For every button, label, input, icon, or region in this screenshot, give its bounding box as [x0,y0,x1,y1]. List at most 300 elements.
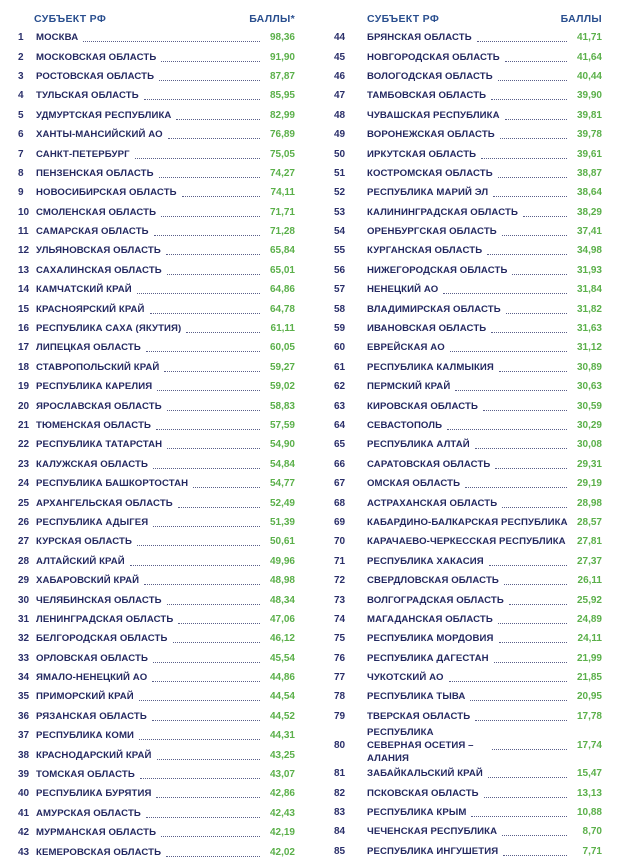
ranking-row [18,86,295,105]
rank-number: 4 [18,90,24,102]
ranking-row [18,745,295,764]
region-name: КАРАЧАЕВО-ЧЕРКЕССКАЯ РЕСПУБЛИКА [367,536,566,548]
rank-number: 63 [334,400,346,412]
rank-number: 76 [334,652,346,664]
region-name: УЛЬЯНОВСКАЯ ОБЛАСТЬ [36,245,161,257]
score-value: 42,02 [269,846,295,858]
dot-leader [512,268,567,275]
score-value: 50,61 [269,536,295,548]
dot-leader [504,578,567,585]
region-name-cell [367,517,570,528]
ranking-row [334,474,602,493]
region-name-cell [36,420,263,431]
region-name-cell [367,381,570,392]
score-value: 45,54 [269,652,295,664]
dot-leader [152,714,260,721]
rank-number: 11 [18,226,29,238]
score-value: 29,19 [576,478,602,490]
score-value: 42,19 [269,827,295,839]
region-name-cell [367,556,570,567]
dot-leader [484,791,567,798]
rank-number: 28 [18,555,30,567]
dot-leader [502,229,567,236]
region-name-cell [36,653,263,664]
rank-number: 80 [334,739,346,751]
rank-number: 6 [18,129,24,141]
region-name-cell [367,362,570,373]
region-name: РЕСПУБЛИКА САХА (ЯКУТИЯ) [36,323,182,335]
region-name: НОВОСИБИРСКАЯ ОБЛАСТЬ [36,187,177,199]
region-name: ИВАНОВСКАЯ ОБЛАСТЬ [367,323,487,335]
rank-number: 39 [18,769,30,781]
region-name: РЕСПУБЛИКА БУРЯТИЯ [36,788,152,800]
region-name-cell [367,653,570,664]
rank-number: 47 [334,90,346,102]
dot-leader [450,345,567,352]
region-name-cell [36,323,263,334]
rank-number: 82 [334,787,346,799]
score-value: 54,90 [269,439,295,451]
score-value: 24,89 [576,613,602,625]
ranking-row [18,513,295,532]
ranking-row [334,783,602,802]
rank-number: 52 [334,187,346,199]
score-value: 15,47 [576,768,602,780]
region-name-cell [367,691,570,702]
score-value: 65,01 [269,264,295,276]
score-value: 30,89 [576,361,602,373]
ranking-row [18,47,295,66]
rank-number: 85 [334,845,346,857]
region-name-cell [367,71,570,82]
dot-leader [509,598,567,605]
ranking-column-right [334,0,602,861]
rank-number: 58 [334,303,346,315]
region-name: САНКТ-ПЕТЕРБУРГ [36,148,130,160]
score-value: 54,77 [269,478,295,490]
region-name-cell [367,420,570,431]
region-name-cell [36,595,263,606]
region-name-cell [36,52,263,63]
ranking-row [18,241,295,260]
dot-leader [130,559,260,566]
region-name: КИРОВСКАЯ ОБЛАСТЬ [367,400,479,412]
dot-leader [156,423,260,430]
region-name-cell [36,517,263,528]
score-value: 98,36 [269,32,295,44]
rank-number: 77 [334,672,346,684]
ranking-row [334,513,602,532]
score-value: 82,99 [269,109,295,121]
ranking-row [334,629,602,648]
dot-leader [144,578,260,585]
rank-number: 57 [334,284,346,296]
ranking-row [334,338,602,357]
region-name: КОСТРОМСКАЯ ОБЛАСТЬ [367,167,493,179]
score-value: 87,87 [269,70,295,82]
region-name-cell [36,226,263,237]
dot-leader [161,830,260,837]
region-name: МОСКОВСКАЯ ОБЛАСТЬ [36,51,157,63]
score-value: 39,61 [576,148,602,160]
region-name: НЕНЕЦКИЙ АО [367,284,439,296]
ranking-row [18,183,295,202]
region-name-cell [367,807,570,818]
region-name-cell [36,342,263,353]
region-name: РЕСПУБЛИКА КАЛМЫКИЯ [367,361,494,373]
rank-number: 27 [18,536,30,548]
score-value: 29,31 [576,458,602,470]
dot-leader [140,772,260,779]
region-name: СТАВРОПОЛЬСКИЙ КРАЙ [36,361,160,373]
ranking-row [334,164,602,183]
rank-number: 61 [334,361,346,373]
dot-leader [137,287,260,294]
rank-number: 17 [18,342,30,354]
region-name: АСТРАХАНСКАЯ ОБЛАСТЬ [367,497,498,509]
ranking-row [334,319,602,338]
region-name-cell [36,381,263,392]
rank-number: 71 [334,555,346,567]
score-value: 21,85 [576,672,602,684]
ranking-row [18,67,295,86]
ranking-row [334,47,602,66]
region-name-cell [367,726,570,765]
dot-leader [498,171,567,178]
rank-number: 22 [18,439,30,451]
rank-number: 69 [334,516,346,528]
region-name-cell [367,323,570,334]
dot-leader [159,74,260,81]
region-name-cell [36,769,263,780]
region-name-cell [367,110,570,121]
ranking-row [18,707,295,726]
score-value: 74,11 [270,187,295,199]
ranking-row [18,377,295,396]
ranking-row [18,222,295,241]
region-name: САРАТОВСКАЯ ОБЛАСТЬ [367,458,491,470]
rank-number: 16 [18,323,30,335]
region-name-cell [36,71,263,82]
region-name: КАБАРДИНО-БАЛКАРСКАЯ РЕСПУБЛИКА [367,516,568,528]
ranking-row [334,241,602,260]
score-value: 26,11 [577,575,602,587]
dot-leader [493,190,567,197]
score-value: 31,12 [576,342,602,354]
dot-leader [491,93,567,100]
ranking-row [334,571,602,590]
rank-number: 65 [334,439,346,451]
rank-number: 48 [334,109,346,121]
dot-leader [153,656,260,663]
score-value: 31,84 [576,284,602,296]
region-name: САМАРСКАЯ ОБЛАСТЬ [36,226,149,238]
ranking-row [334,299,602,318]
region-name-cell [36,187,263,198]
dot-leader [167,404,260,411]
rank-number: 70 [334,536,346,548]
rank-number: 68 [334,497,346,509]
region-name: КРАСНОЯРСКИЙ КРАЙ [36,303,145,315]
score-value: 51,39 [269,516,295,528]
ranking-row [18,358,295,377]
region-name: СВЕРДЛОВСКАЯ ОБЛАСТЬ [367,575,499,587]
score-value: 42,86 [269,788,295,800]
score-value: 41,71 [576,32,602,44]
region-name-cell [367,284,570,295]
rank-number: 41 [18,807,30,819]
region-name-cell [367,478,570,489]
rank-number: 7 [18,148,24,160]
rank-number: 1 [18,32,24,44]
rank-number: 60 [334,342,346,354]
region-name-cell [367,129,570,140]
rank-number: 74 [334,613,346,625]
dot-leader [494,656,567,663]
ranking-row [334,183,602,202]
region-name-cell [367,342,570,353]
dot-leader [164,365,260,372]
dot-leader [167,442,260,449]
region-name: ВОРОНЕЖСКАЯ ОБЛАСТЬ [367,129,495,141]
dot-leader [167,598,260,605]
score-value: 61,11 [270,323,295,335]
ranking-row [334,590,602,609]
ranking-row [18,319,295,338]
region-name: ТОМСКАЯ ОБЛАСТЬ [36,769,135,781]
ranking-row [334,86,602,105]
ranking-row [334,552,602,571]
ranking-row [334,144,602,163]
region-name: ВОЛОГОДСКАЯ ОБЛАСТЬ [367,70,493,82]
region-name: ОМСКАЯ ОБЛАСТЬ [367,478,461,490]
score-value: 8,70 [582,826,602,838]
dot-leader [455,384,567,391]
ranking-row [334,377,602,396]
ranking-row [334,842,602,861]
region-name-cell [36,556,263,567]
ranking-row [18,823,295,842]
ranking-row [334,106,602,125]
region-name-cell [36,672,263,683]
score-value: 30,59 [576,400,602,412]
dot-leader [135,152,260,159]
ranking-row [334,222,602,241]
region-name: ЧУКОТСКИЙ АО [367,672,444,684]
region-name: ЕВРЕЙСКАЯ АО [367,342,445,354]
dot-leader [193,481,260,488]
region-name-cell [36,110,263,121]
score-value: 34,98 [576,245,602,257]
ranking-row [18,649,295,668]
score-value: 42,43 [269,807,295,819]
region-name: АЛТАЙСКИЙ КРАЙ [36,555,125,567]
dot-leader [487,248,567,255]
score-value: 38,87 [576,167,602,179]
rank-number: 49 [334,129,346,141]
dot-leader [182,190,260,197]
rank-number: 13 [18,264,30,276]
region-name-cell [367,439,570,450]
region-name: БРЯНСКАЯ ОБЛАСТЬ [367,32,472,44]
dot-leader [491,326,567,333]
rank-number: 64 [334,420,346,431]
region-name: ПЕРМСКИЙ КРАЙ [367,381,451,393]
score-value: 27,81 [576,536,602,548]
score-value: 65,84 [269,245,295,257]
region-name: СЕВАСТОПОЛЬ [367,420,443,431]
ranking-row [334,358,602,377]
score-value: 44,31 [269,730,295,742]
ranking-row [334,125,602,144]
region-name-cell [367,595,570,606]
region-name-cell [36,304,263,315]
region-name-cell [367,304,570,315]
dot-leader [481,152,567,159]
dot-leader [178,501,260,508]
dot-leader [506,307,567,314]
score-value: 7,71 [582,845,602,857]
rank-number: 45 [334,51,346,63]
score-value: 39,81 [576,109,602,121]
dot-leader [153,520,260,527]
region-name: НОВГОРОДСКАЯ ОБЛАСТЬ [367,51,500,63]
region-name: УДМУРТСКАЯ РЕСПУБЛИКА [36,109,172,121]
rank-number: 34 [18,672,30,684]
ranking-row [18,668,295,687]
region-name-cell [36,827,263,838]
dot-leader [492,743,567,750]
region-name: ЯМАЛО-НЕНЕЦКИЙ АО [36,672,148,684]
dot-leader [470,694,567,701]
ranking-row [334,726,602,764]
ranking-row [334,707,602,726]
region-name-cell [367,245,570,256]
region-name: ТЮМЕНСКАЯ ОБЛАСТЬ [36,420,152,431]
dot-leader [475,714,567,721]
region-name-cell [36,362,263,373]
dot-leader [146,811,260,818]
score-value: 58,83 [269,400,295,412]
ranking-row [334,280,602,299]
dot-leader [83,35,260,42]
region-name: РЕСПУБЛИКА МОРДОВИЯ [367,633,494,645]
dot-leader [167,268,260,275]
score-value: 20,95 [576,691,602,703]
score-value: 27,37 [576,555,602,567]
score-value: 31,63 [576,323,602,335]
rank-number: 31 [18,613,30,625]
dot-leader [498,74,567,81]
ranking-row [18,106,295,125]
rank-number: 25 [18,497,30,509]
score-value: 30,29 [576,420,602,431]
region-name-cell [36,478,263,489]
rank-number: 36 [18,710,30,722]
region-name: КАЛУЖСКАЯ ОБЛАСТЬ [36,458,148,470]
region-name-cell [367,711,570,722]
dot-leader [500,132,567,139]
score-value: 43,07 [269,769,295,781]
dot-leader [137,539,260,546]
region-name-cell [367,168,570,179]
column-header-right [334,0,602,28]
rank-number: 10 [18,206,30,218]
score-value: 59,02 [269,381,295,393]
rank-number: 81 [334,768,346,780]
ranking-row [334,416,602,435]
rank-number: 5 [18,109,24,121]
region-name: КУРГАНСКАЯ ОБЛАСТЬ [367,245,483,257]
dot-leader [161,55,260,62]
region-name: ТАМБОВСКАЯ ОБЛАСТЬ [367,90,487,102]
ranking-row [18,610,295,629]
score-value: 71,28 [269,226,295,238]
region-name: РЕСПУБЛИКА ТАТАРСТАН [36,439,163,451]
ranking-row [18,784,295,803]
dot-leader [154,229,260,236]
dot-leader [173,636,260,643]
ranking-row [334,28,602,47]
ranking-row [18,416,295,435]
region-name: БЕЛГОРОДСКАЯ ОБЛАСТЬ [36,633,168,645]
dot-leader [146,345,260,352]
dot-leader [139,694,260,701]
region-name-cell [367,614,570,625]
dot-leader [489,559,567,566]
region-name-cell [367,401,570,412]
ranking-row [18,687,295,706]
region-name: РОСТОВСКАЯ ОБЛАСТЬ [36,70,155,82]
region-name: НИЖЕГОРОДСКАЯ ОБЛАСТЬ [367,264,508,276]
dot-leader [153,462,260,469]
score-value: 47,06 [269,613,295,625]
region-name-cell [36,575,263,586]
region-name-cell [367,187,570,198]
region-name: КАЛИНИНГРАДСКАЯ ОБЛАСТЬ [367,206,518,218]
dot-leader [166,850,260,857]
rank-number: 38 [18,749,30,761]
ranking-row [334,803,602,822]
ranking-row [18,532,295,551]
score-value: 52,49 [269,497,295,509]
rank-number: 59 [334,323,346,335]
score-value: 44,86 [269,672,295,684]
rank-number: 33 [18,652,30,664]
region-name: ОРЕНБУРГСКАЯ ОБЛАСТЬ [367,226,497,238]
region-name: РЕСПУБЛИКА АДЫГЕЯ [36,516,149,528]
rank-number: 8 [18,167,24,179]
region-name: ПЕНЗЕНСКАЯ ОБЛАСТЬ [36,167,154,179]
ranking-row [18,842,295,861]
region-name-cell [367,846,570,857]
rank-number: 19 [18,381,30,393]
dot-leader [161,210,260,217]
ranking-row [18,552,295,571]
ranking-row [18,629,295,648]
dot-leader [499,365,567,372]
rank-number: 56 [334,264,346,276]
score-value: 24,11 [577,633,602,645]
rank-number: 37 [18,730,30,742]
rank-number: 23 [18,458,30,470]
rank-number: 46 [334,70,346,82]
rank-number: 21 [18,420,30,431]
score-value: 25,92 [576,594,602,606]
rank-number: 2 [18,51,24,63]
region-name: ХАНТЫ-МАНСИЙСКИЙ АО [36,129,163,141]
region-name-cell [36,730,263,741]
